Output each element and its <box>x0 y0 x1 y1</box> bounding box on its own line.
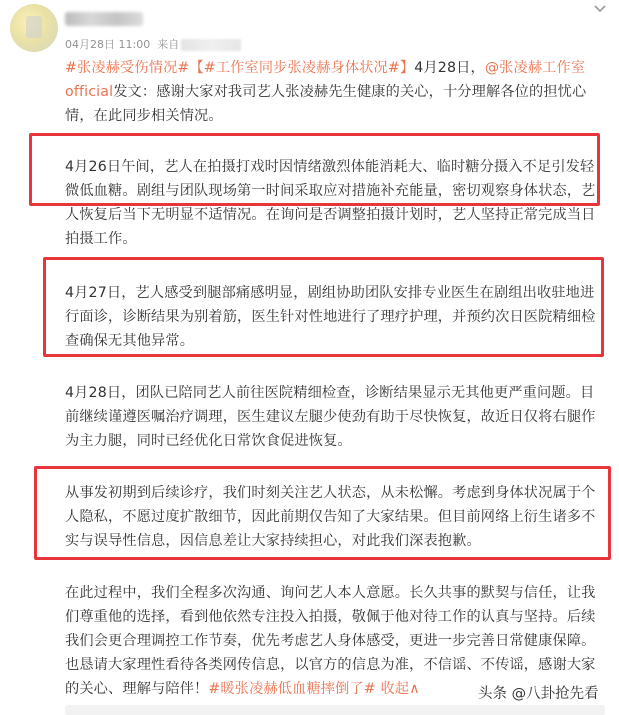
collapse-link[interactable]: 收起∧ <box>380 681 420 697</box>
avatar[interactable] <box>10 4 58 52</box>
paragraph-apr27: 4月27日，艺人感受到腿部痛感明显，剧组协助团队安排专业医生在剧组出收驻地进行面诊，诊断结果为别着筋，医生针对性地进行了理疗护理，并预约次日医院精细检查确保无其他异常。 <box>65 285 596 349</box>
paragraph-intro: #张凌赫受伤情况#【#工作室同步张凌赫身体状况#】4月28日，@张凌赫工作室official发文：感谢大家对我司艺人张凌赫先生健康的关心，十分理解各位的担忧心情，在此同步相关情况。 <box>65 60 587 124</box>
post-date: 04月28日 11:00 <box>65 38 151 51</box>
author-name-blurred[interactable] <box>65 12 143 26</box>
hashtag-link[interactable]: #张凌赫受伤情况# <box>65 60 190 76</box>
paragraph-apology: 从事发初期到后续诊疗，我们时刻关注艺人状态，从未松懈。考虑到身体状况属于个人隐私，不愿过度扩散细节，因此前期仅告知了大家结果。但目前网络上衍生诸多不实与误导性信息，因信息差让大家持续担心，对此我们深表抱歉。 <box>65 485 596 549</box>
post-footer-bar <box>65 705 605 715</box>
highlight-box-1 <box>29 133 600 206</box>
watermark: 头条 @八卦抢先看 <box>478 686 599 702</box>
hashtag-bracket-link[interactable]: 【#工作室同步张凌赫身体状况#】 <box>189 60 415 76</box>
source-blurred <box>181 39 241 51</box>
hashtag-link-closing[interactable]: #暖张凌赫低血糖摔倒了# <box>208 681 376 697</box>
chevron-down-icon[interactable] <box>593 2 607 16</box>
paragraph-apr28: 4月28日，团队已陪同艺人前往医院精细检查，诊断结果显示无其他更严重问题。目前继续谨遵医嘱治疗调理，医生建议左腿少使劲有助于尽快恢复，故近日仅将右腿作为主力腿，同时已经优化日常饮食促进恢复。 <box>65 385 596 449</box>
source-label: 来自 <box>157 38 180 51</box>
paragraph-apr26: 4月26日午间，艺人在拍摄打戏时因情绪激烈体能消耗大、临时糖分摄入不足引发轻微低血糖。剧组与团队现场第一时间采取应对措施补充能量，密切观察身体状态，艺人恢复后当下无明显不适情况。在询问是否调整拍摄计划时，艺人坚持正常完成当日拍摄工作。 <box>65 159 596 247</box>
highlight-box-3 <box>34 466 611 560</box>
highlight-box-2 <box>43 257 604 357</box>
mention-link[interactable]: @张凌赫工作室official <box>65 60 586 100</box>
paragraph-closing: 在此过程中，我们全程多次沟通、询问艺人本人意愿。长久共事的默契与信任，让我们尊重他的选择，看到他依然专注投入拍摄，敬佩于他对待工作的认真与坚持。后续我们会更合理调控工作节奏，优先考虑艺人身体感受，更进一步完善日常健康保障。也恳请大家理性看待各类网传信息，以官方的信息为准，不信谣、不传谣，感谢大家的关心、理解与陪伴！#暖张凌赫低血糖摔倒了# 收起∧ <box>65 585 596 697</box>
post-meta <box>65 36 241 52</box>
